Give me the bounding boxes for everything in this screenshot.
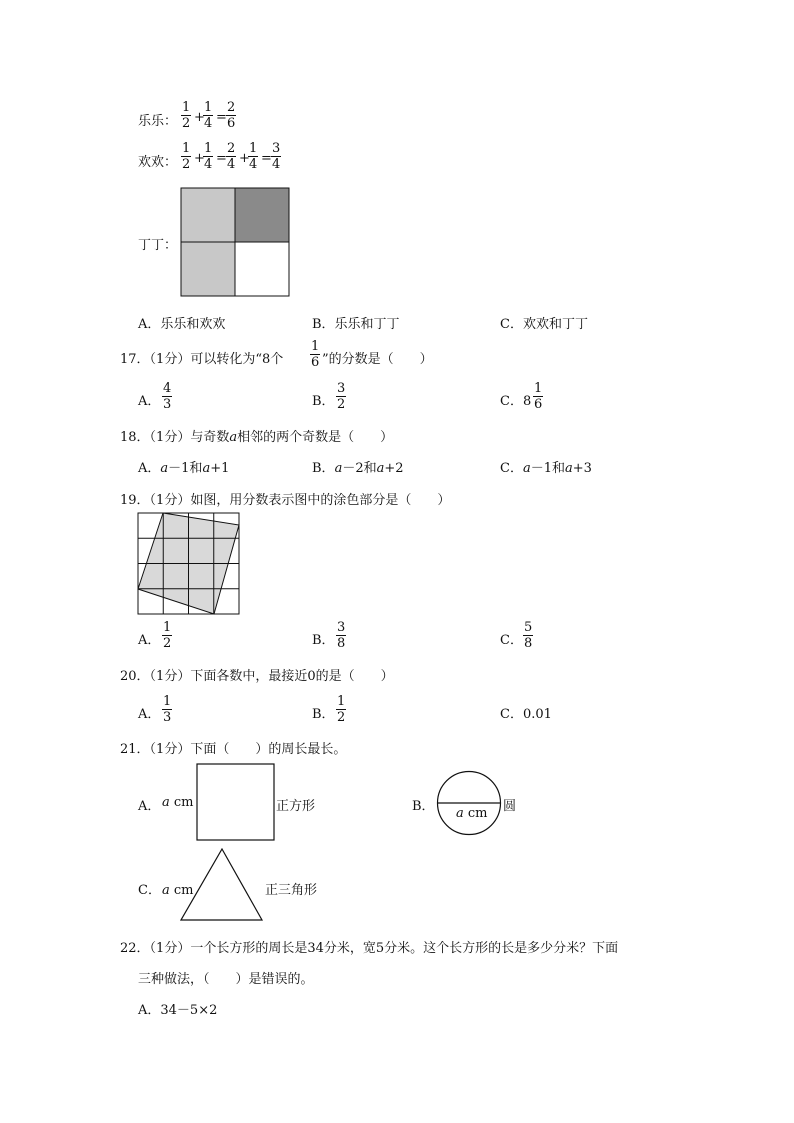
huanhuan-label: 欢欢： (138, 155, 178, 170)
huanhuan-plus-2: + (239, 151, 250, 166)
q17-option-c-label[interactable]: C．8 (500, 394, 532, 409)
circle-name: 圆 (503, 799, 517, 814)
q20-option-a-label[interactable]: A． (138, 707, 161, 722)
q19-option-a-label[interactable]: A． (138, 633, 161, 648)
lele-equals: = (216, 110, 227, 125)
circle-figure (436, 770, 502, 836)
q19-option-c-frac[interactable]: $\frac{5}{8}$ (524, 620, 533, 651)
q17-option-b-frac[interactable]: $\frac{3}{2}$ (337, 381, 346, 412)
q21-option-a-label[interactable]: A． (138, 799, 161, 814)
lele-label: 乐乐： (138, 114, 178, 129)
q18-option-a[interactable]: A．a－1和a+1 (138, 461, 230, 476)
triangle-name: 正三角形 (265, 883, 318, 898)
q16-option-b[interactable]: B．乐乐和丁丁 (312, 317, 400, 332)
q17-option-a-label[interactable]: A． (138, 394, 161, 409)
dingding-square-figure (180, 187, 290, 297)
q20-option-c[interactable]: C．0.01 (500, 707, 552, 722)
q20-option-b-label[interactable]: B． (312, 707, 335, 722)
triangle-side-label: a cm (162, 883, 194, 898)
q17-option-b-label[interactable]: B． (312, 394, 335, 409)
q17-option-c-frac[interactable]: $\frac{1}{6}$ (534, 381, 543, 412)
q16-option-a[interactable]: A．乐乐和欢欢 (138, 317, 226, 332)
q19-option-b-frac[interactable]: $\frac{3}{8}$ (337, 620, 346, 651)
huanhuan-plus-1: + (194, 151, 205, 166)
q19-stem: 19．（1分）如图，用分数表示图中的涂色部分是（ ） (120, 493, 451, 508)
q17-stem-post: ”的分数是（ ） (322, 352, 433, 367)
square-name: 正方形 (276, 799, 316, 814)
q19-grid-figure (137, 512, 241, 616)
cell-bottom-left (181, 242, 235, 296)
q19-option-b-label[interactable]: B． (312, 633, 335, 648)
huanhuan-equals-1: = (216, 151, 227, 166)
lele-frac-3: $\frac{2}{6}$ (227, 100, 236, 131)
q21-option-c-label[interactable]: C． (138, 883, 161, 898)
lele-frac-1: $\frac{1}{2}$ (182, 100, 191, 131)
cell-top-left (181, 188, 235, 242)
lele-frac-2: $\frac{1}{4}$ (204, 100, 213, 131)
q17-stem-pre: 17．（1分）可以转化为“8个 (120, 352, 284, 367)
cell-top-right (235, 188, 289, 242)
q18-option-c[interactable]: C．a－1和a+3 (500, 461, 592, 476)
square-figure (196, 763, 276, 841)
q17-option-a-frac[interactable]: $\frac{4}{3}$ (163, 381, 172, 412)
square-side-label: a cm (162, 795, 194, 810)
q20-option-b-frac[interactable]: $\frac{1}{2}$ (337, 694, 346, 725)
q18-stem: 18．（1分）与奇数a相邻的两个奇数是（ ） (120, 430, 394, 445)
q22-stem-line-1: 22．（1分）一个长方形的周长是34分米，宽5分米。这个长方形的长是多少分米？下面 (120, 941, 619, 956)
huanhuan-frac-4: $\frac{1}{4}$ (249, 141, 258, 172)
q18-option-b[interactable]: B．a－2和a+2 (312, 461, 404, 476)
q20-stem: 20．（1分）下面各数中，最接近0的是（ ） (120, 669, 394, 684)
huanhuan-frac-5: $\frac{3}{4}$ (272, 141, 281, 172)
q17-stem-frac: $\frac{1}{6}$ (311, 339, 320, 370)
lele-plus: + (194, 110, 205, 125)
huanhuan-frac-2: $\frac{1}{4}$ (204, 141, 213, 172)
cell-bottom-right (235, 242, 289, 296)
q19-option-a-frac[interactable]: $\frac{1}{2}$ (163, 620, 172, 651)
huanhuan-equals-2: = (261, 151, 272, 166)
triangle-figure (180, 848, 264, 922)
dingding-label: 丁丁： (138, 238, 178, 253)
huanhuan-frac-1: $\frac{1}{2}$ (182, 141, 191, 172)
q22-stem-line-2: 三种做法，（ ）是错误的。 (138, 972, 314, 987)
q19-option-c-label[interactable]: C． (500, 633, 523, 648)
circle-diameter-label: a cm (456, 806, 488, 821)
q16-option-c[interactable]: C．欢欢和丁丁 (500, 317, 588, 332)
huanhuan-frac-3: $\frac{2}{4}$ (227, 141, 236, 172)
q21-stem: 21．（1分）下面（ ）的周长最长。 (120, 742, 347, 757)
q21-option-b-label[interactable]: B． (412, 799, 435, 814)
q20-option-a-frac[interactable]: $\frac{1}{3}$ (163, 694, 172, 725)
q22-option-a[interactable]: A．34－5×2 (138, 1003, 218, 1018)
